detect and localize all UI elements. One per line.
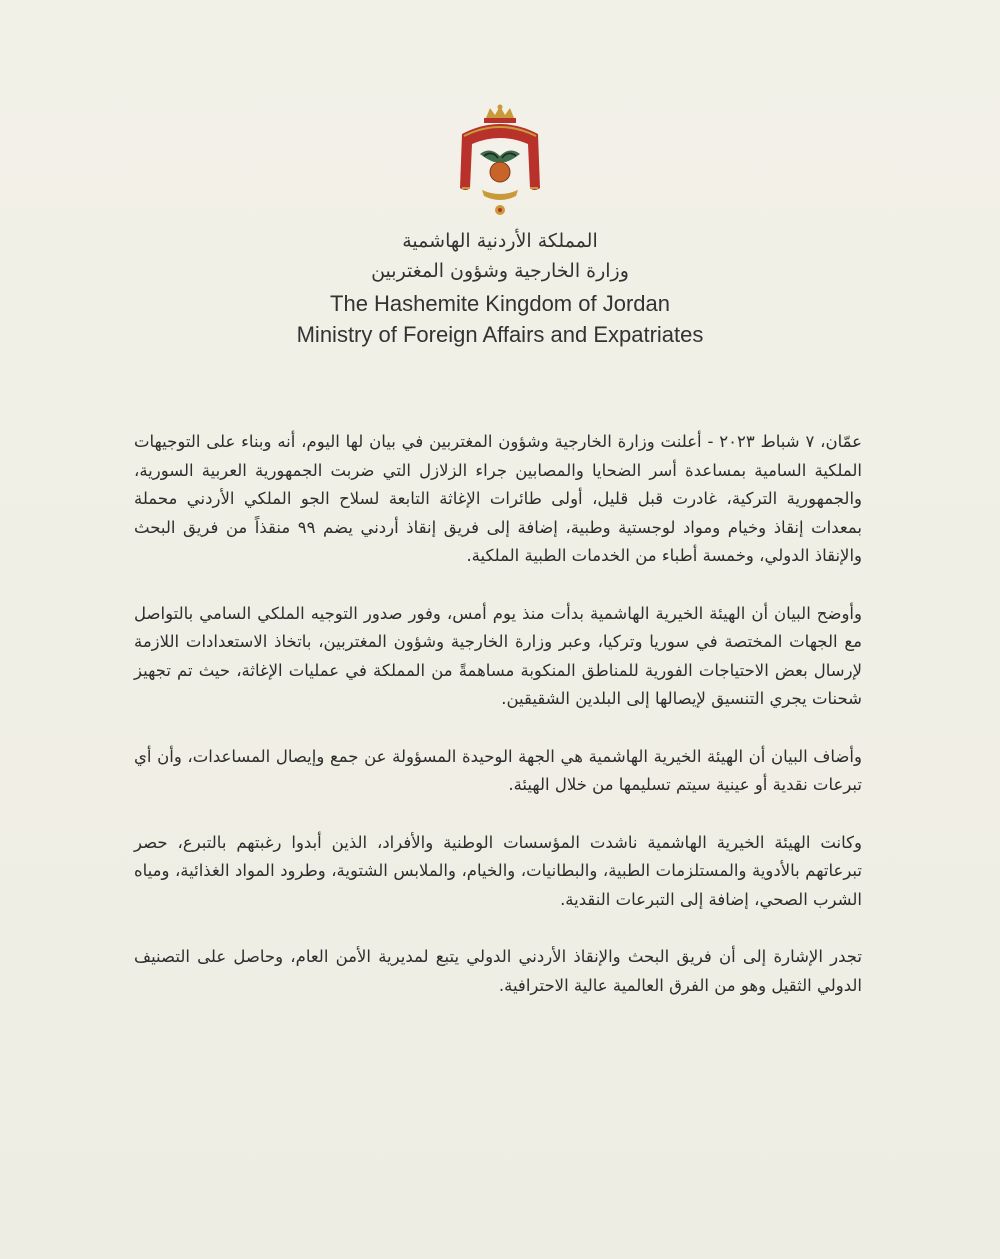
statement-body [134,428,862,1029]
letterhead [0,226,1000,350]
statement-paragraph: وأضاف البيان أن الهيئة الخيرية الهاشمية هي الجهة الوحيدة المسؤولة عن جمع وإيصال المساعدات، وأن أي تبرعات نقدية أو عينية سيتم تسليمها من خلال الهيئة. [134,746,862,794]
english-ministry-name: Ministry of Foreign Affairs and Expatriates [296,322,704,347]
statement-paragraph: عمّان، ٧ شباط ٢٠٢٣ - أعلنت وزارة الخارجية وشؤون المغتربين في بيان لها اليوم، أنه وبناء على التوجيهات الملكية السامية بمساعدة أسر الضحايا والمصابين جراء الزلازل التي ضربت الجمهورية العربية السورية، والجمهورية التركية، غادرت قبل قليل، أولى طائرات الإغاثة التابعة لسلاح الجو الملكي الأردني محملة بمعدات إنقاذ وخيام ومواد لوجستية وطبية، إضافة إلى فريق إنقاذ أردني يضم ٩٩ منقذاً من فريق البحث والإنقاذ الدولي، وخمسة أطباء من الخدمات الطبية الملكية. [134,432,863,565]
arabic-ministry-name: وزارة الخارجية وشؤون المغتربين [371,260,629,282]
arabic-kingdom-name: المملكة الأردنية الهاشمية [402,230,598,252]
statement-paragraph: تجدر الإشارة إلى أن فريق البحث والإنقاذ الأردني الدولي يتبع لمديرية الأمن العام، وحاصل على التصنيف الدولي الثقيل وهو من الفرق العالمية عالية الاحترافية. [134,947,862,995]
statement-paragraph: وكانت الهيئة الخيرية الهاشمية ناشدت المؤسسات الوطنية والأفراد، الذين أبدوا رغبتهم بالتبرع، حصر تبرعاتهم بالأدوية والمستلزمات الطبية، والبطانيات، والخيام، والملابس الشتوية، وطرود المواد الغذائية، ومياه الشرب الصحي، إضافة إلى التبرعات النقدية. [134,832,862,909]
jordan-royal-crest-icon [450,104,550,220]
statement-paragraph: وأوضح البيان أن الهيئة الخيرية الهاشمية بدأت منذ يوم أمس، وفور صدور التوجيه الملكي السامي بالتواصل مع الجهات المختصة في سوريا وتركيا، وعبر وزارة الخارجية وشؤون المغتربين، باتخاذ الاستعدادات اللازمة لإرسال بعض الاحتياجات الفورية للمناطق المنكوبة مساهمةً من المملكة في عمليات الإغاثة، حيث تم تجهيز شحنات يجري التنسيق لإيصالها إلى البلدين الشقيقين. [134,603,862,708]
english-kingdom-name: The Hashemite Kingdom of Jordan [330,291,670,316]
